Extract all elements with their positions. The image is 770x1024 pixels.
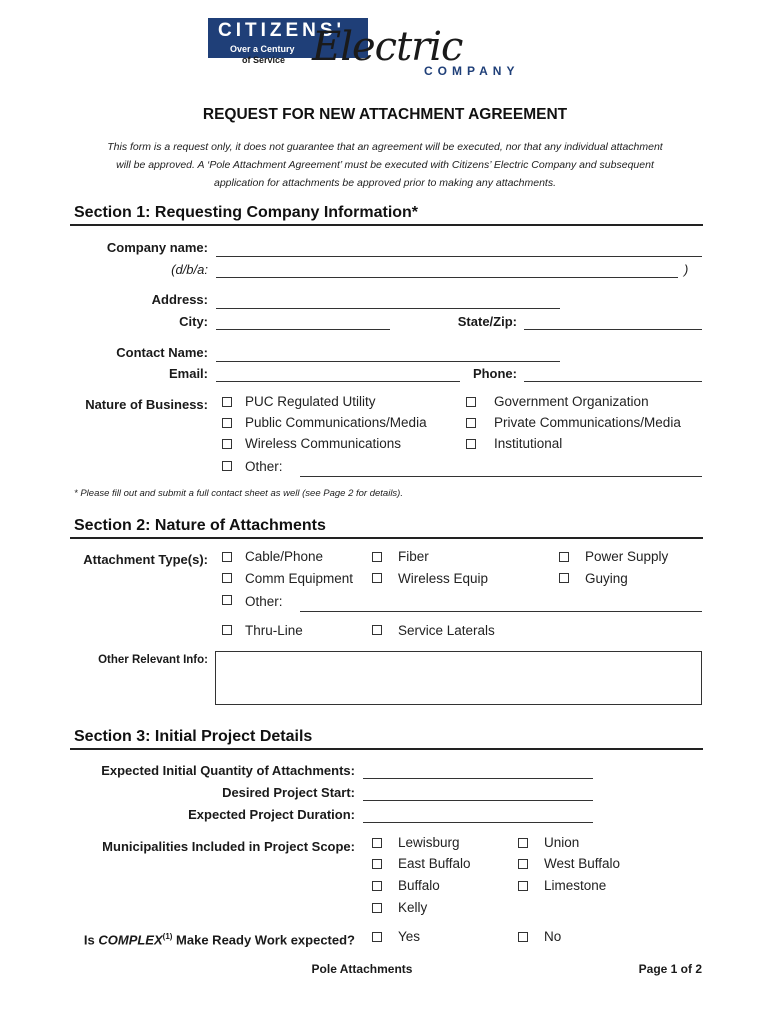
- section2-heading: Section 2: Nature of Attachments: [74, 517, 326, 534]
- city-label: City:: [179, 314, 208, 329]
- option-government: Government Organization: [494, 394, 649, 409]
- complex-post: Make Ready Work expected?: [172, 932, 355, 948]
- intro-line-3: application for attachments be approved prior to making any attachments.: [213, 177, 557, 189]
- logo-tagline-1: Over a Century: [230, 44, 295, 54]
- logo-tagline-2: of Service: [242, 55, 286, 65]
- option-public-comm: Public Communications/Media: [245, 415, 427, 430]
- checkbox-private-comm[interactable]: [466, 418, 476, 428]
- dba-field[interactable]: [216, 277, 678, 278]
- option-limestone: Limestone: [544, 878, 607, 893]
- company-name-label: Company name:: [106, 240, 208, 255]
- dba-close: ): [684, 262, 689, 277]
- type-other-field[interactable]: [300, 611, 702, 612]
- checkbox-wireless-equip[interactable]: [372, 573, 382, 583]
- logo-script: Electric: [312, 24, 463, 70]
- state-zip-field[interactable]: [524, 329, 702, 330]
- dba-label: (d/b/a:: [171, 262, 208, 277]
- checkbox-thru-line[interactable]: [222, 625, 232, 635]
- complex-footnote-ref: (1): [162, 932, 173, 941]
- option-guying: Guying: [585, 571, 628, 586]
- option-private-comm: Private Communications/Media: [494, 415, 681, 430]
- phone-field[interactable]: [524, 381, 702, 382]
- checkbox-puc-utility[interactable]: [222, 397, 232, 407]
- checkbox-wireless-comm[interactable]: [222, 439, 232, 449]
- option-wireless-comm: Wireless Communications: [245, 436, 402, 451]
- other-info-textarea[interactable]: [215, 651, 702, 705]
- city-field[interactable]: [216, 329, 390, 330]
- logo-brand-top: CITIZENS': [218, 20, 346, 41]
- section1-footnote: * Please fill out and submit a full contact sheet as well (see Page 2 for details).: [74, 488, 403, 499]
- option-comm-equipment: Comm Equipment: [245, 571, 354, 586]
- section2-rule: [70, 537, 703, 539]
- intro-line-2: will be approved. A ‘Pole Attachment Agreement’ must be executed with Citizens’ Electric Company and subsequent: [116, 159, 654, 171]
- quantity-label: Expected Initial Quantity of Attachments:: [101, 763, 355, 778]
- email-label: Email:: [168, 366, 208, 381]
- company-logo: [208, 14, 528, 84]
- option-east-buffalo: East Buffalo: [398, 856, 471, 871]
- project-start-field[interactable]: [363, 800, 593, 801]
- checkbox-cable-phone[interactable]: [222, 552, 232, 562]
- quantity-field[interactable]: [363, 778, 593, 779]
- checkbox-type-other[interactable]: [222, 595, 232, 605]
- checkbox-power-supply[interactable]: [559, 552, 569, 562]
- section3-rule: [70, 748, 703, 750]
- checkbox-government[interactable]: [466, 397, 476, 407]
- checkbox-fiber[interactable]: [372, 552, 382, 562]
- checkbox-comm-equipment[interactable]: [222, 573, 232, 583]
- option-complex-no: No: [544, 929, 562, 944]
- attachment-type-label: Attachment Type(s):: [83, 552, 208, 567]
- section1-rule: [70, 224, 703, 226]
- option-wireless-equip: Wireless Equip: [398, 571, 489, 586]
- checkbox-limestone[interactable]: [518, 881, 528, 891]
- state-zip-label: State/Zip:: [457, 314, 517, 329]
- project-duration-field[interactable]: [363, 822, 593, 823]
- company-name-field[interactable]: [216, 256, 702, 257]
- address-label: Address:: [151, 292, 208, 307]
- checkbox-east-buffalo[interactable]: [372, 859, 382, 869]
- complex-question-label: [84, 932, 355, 947]
- nature-of-business-label: Nature of Business:: [85, 397, 208, 412]
- checkbox-public-comm[interactable]: [222, 418, 232, 428]
- checkbox-kelly[interactable]: [372, 903, 382, 913]
- checkbox-lewisburg[interactable]: [372, 838, 382, 848]
- address-field[interactable]: [216, 308, 560, 309]
- option-thru-line: Thru-Line: [245, 623, 303, 638]
- option-cable-phone: Cable/Phone: [245, 549, 324, 564]
- option-complex-yes: Yes: [398, 929, 421, 944]
- section1-heading: Section 1: Requesting Company Information*: [74, 204, 419, 221]
- page-title: REQUEST FOR NEW ATTACHMENT AGREEMENT: [202, 106, 568, 123]
- logo-brand-bottom: COMPANY: [424, 64, 520, 78]
- contact-name-field[interactable]: [216, 361, 560, 362]
- contact-name-label: Contact Name:: [116, 345, 208, 360]
- option-lewisburg: Lewisburg: [398, 835, 460, 850]
- option-buffalo: Buffalo: [398, 878, 440, 893]
- option-power-supply: Power Supply: [585, 549, 669, 564]
- project-start-label: Desired Project Start:: [222, 785, 355, 800]
- municipalities-label: Municipalities Included in Project Scope:: [102, 839, 355, 854]
- complex-word: COMPLEX: [98, 932, 163, 948]
- option-institutional: Institutional: [494, 436, 563, 451]
- checkbox-buffalo[interactable]: [372, 881, 382, 891]
- option-type-other: Other:: [245, 594, 283, 609]
- checkbox-service-laterals[interactable]: [372, 625, 382, 635]
- phone-label: Phone:: [472, 366, 517, 381]
- checkbox-complex-no[interactable]: [518, 932, 528, 942]
- checkbox-nature-other[interactable]: [222, 461, 232, 471]
- option-kelly: Kelly: [398, 900, 428, 915]
- checkbox-guying[interactable]: [559, 573, 569, 583]
- option-service-laterals: Service Laterals: [398, 623, 495, 638]
- option-puc-utility: PUC Regulated Utility: [245, 394, 376, 409]
- project-duration-label: Expected Project Duration:: [188, 807, 355, 822]
- checkbox-west-buffalo[interactable]: [518, 859, 528, 869]
- nature-other-field[interactable]: [300, 476, 702, 477]
- footer-page-number: Page 1 of 2: [638, 962, 702, 976]
- complex-pre: Is: [83, 932, 99, 948]
- checkbox-institutional[interactable]: [466, 439, 476, 449]
- option-nature-other: Other:: [245, 459, 283, 474]
- footer-center: Pole Attachments: [311, 962, 413, 976]
- option-fiber: Fiber: [398, 549, 429, 564]
- option-union: Union: [544, 835, 580, 850]
- checkbox-union[interactable]: [518, 838, 528, 848]
- intro-line-1: This form is a request only, it does not guarantee that an agreement will be executed, nor that any individual attachment: [107, 141, 663, 153]
- email-field[interactable]: [216, 381, 460, 382]
- other-info-label: Other Relevant Info:: [98, 654, 208, 666]
- checkbox-complex-yes[interactable]: [372, 932, 382, 942]
- option-west-buffalo: West Buffalo: [544, 856, 621, 871]
- section3-heading: Section 3: Initial Project Details: [74, 728, 313, 745]
